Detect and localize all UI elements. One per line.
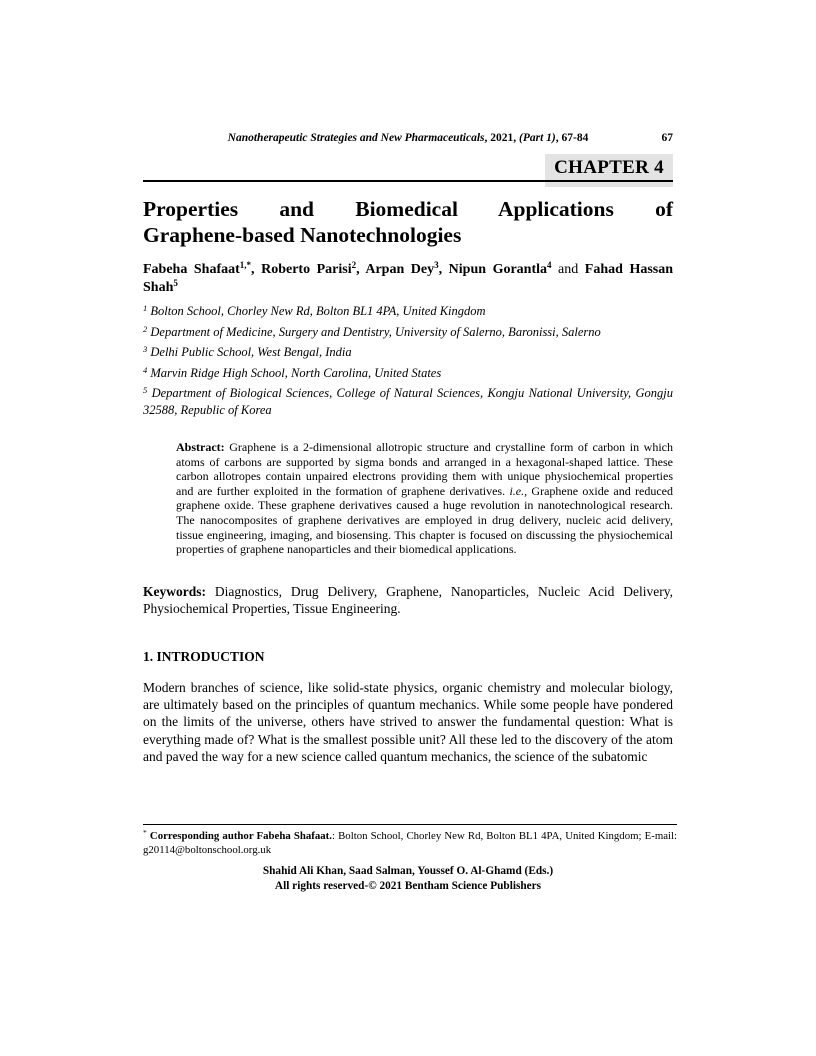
author-conjunction: and: [551, 262, 585, 277]
author-superscript: 2: [351, 260, 357, 270]
chapter-title-line2: Graphene-based Nanotechnologies: [143, 223, 462, 247]
footer-editors: Shahid Ali Khan, Saad Salman, Youssef O. Al-Ghamd (Eds.): [262, 865, 554, 877]
keywords-text: Diagnostics, Drug Delivery, Graphene, Nanoparticles, Nucleic Acid Delivery, Physiochemical Properties, Tissue Engineering.: [143, 583, 673, 616]
chapter-rule: [143, 154, 673, 182]
abstract-text: Graphene oxide and reduced graphene oxide. These graphene derivatives caused a huge revolution in nanotechnological research. The nanocomposites of graphene derivatives are employed in drug delivery, nucleic acid delivery, tissue engineering, imaging, and biosensing. This chapter is focused on discussing the physiochemical properties of graphene nanoparticles and their biomedical applications.: [176, 483, 673, 557]
author-line: [143, 261, 673, 296]
affiliation-line: [143, 385, 673, 418]
affiliation-line: [143, 303, 673, 320]
page-number: 67: [661, 132, 673, 144]
abstract-text: Graphene is a 2-dimensional allotropic structure and crystalline form of carbon in which atoms of carbons are supported by sigma bonds and arranged in a hexagonal-shaped lattice. These carbon allotropes contain unpaired electrons providing them with unique physiochemical properties and are further exploited in the formation of graphene derivatives.: [176, 440, 674, 498]
abstract-italic-term: i.e.,: [509, 483, 528, 498]
footnote: [143, 824, 677, 857]
author-separator: ,: [438, 262, 449, 277]
footnote-bold-label: Corresponding author Fabeha Shafaat.: [149, 830, 332, 842]
section-heading-introduction: 1. INTRODUCTION: [143, 648, 265, 664]
author-name: Nipun Gorantla: [448, 262, 548, 277]
page-content: [143, 0, 673, 765]
keywords: [143, 583, 673, 617]
running-header: [143, 131, 673, 145]
author-superscript: 5: [173, 277, 178, 288]
author-name: Arpan Dey: [365, 262, 435, 277]
author-name: Fabeha Shafaat: [143, 262, 240, 277]
abstract: [176, 440, 673, 557]
author-name: Fahad Hassan Shah: [143, 262, 674, 295]
affiliation-superscript: 5: [143, 385, 148, 395]
affiliation-superscript: 4: [143, 364, 148, 375]
author-superscript: 4: [547, 260, 552, 270]
affiliation-superscript: 1: [143, 303, 148, 313]
affiliation-line: [143, 324, 673, 341]
affiliation-text: Bolton School, Chorley New Rd, Bolton BL1 4PA, United Kingdom: [147, 304, 486, 318]
book-title: Nanotherapeutic Strategies and New Pharmaceuticals: [227, 132, 485, 144]
affiliation-line: [143, 344, 673, 361]
introduction-paragraph: Modern branches of science, like solid-state physics, organic chemistry and molecular biology, are ultimately based on the principles of quantum mechanics. While some people have pondered on the limits of the universe, others have strived to answer the fundamental question: What is everything made of? What is the smallest possible unit? All these led to the discovery of the atom and paved the way for a new science called quantum mechanics, the science of the subatomic: [143, 679, 673, 764]
footnote-marker: *: [143, 828, 147, 837]
book-part: (Part 1): [519, 132, 556, 144]
author-separator: ,: [356, 262, 366, 277]
affiliation-superscript: 2: [143, 323, 148, 334]
affiliations: [143, 303, 673, 418]
running-header-text: [228, 132, 589, 144]
author-superscript: 3: [434, 260, 439, 270]
affiliation-text: Department of Medicine, Surgery and Dentistry, University of Salerno, Baronissi, Salerno: [147, 324, 601, 339]
chapter-title: [143, 196, 673, 248]
footer-rights: All rights reserved-© 2021 Bentham Science Publishers: [274, 879, 542, 892]
book-year: , 2021,: [484, 132, 519, 144]
abstract-label: Abstract:: [176, 440, 225, 454]
page-footer: [143, 864, 673, 893]
affiliation-text: Delhi Public School, West Bengal, India: [147, 345, 352, 359]
affiliation-text: Department of Biological Sciences, College of Natural Sciences, Kongju National University, Gongju 32588, Republic of Korea: [143, 386, 673, 417]
author-name: Roberto Parisi: [261, 262, 352, 277]
affiliation-line: [143, 365, 673, 382]
author-separator: ,: [251, 262, 262, 277]
book-pages: , 67-84: [555, 132, 589, 144]
footnote-text: : Bolton School, Chorley New Rd, Bolton BL1 4PA, United Kingdom; E-mail: g20114@boltonschool.org.uk: [143, 830, 678, 856]
chapter-title-line1: Properties and Biomedical Applications of: [143, 197, 673, 221]
affiliation-superscript: 3: [143, 344, 148, 354]
author-superscript: 1,*: [239, 260, 252, 270]
affiliation-text: Marvin Ridge High School, North Carolina, United States: [147, 365, 442, 380]
chapter-badge: CHAPTER 4: [545, 154, 673, 187]
keywords-label: Keywords:: [143, 583, 206, 599]
